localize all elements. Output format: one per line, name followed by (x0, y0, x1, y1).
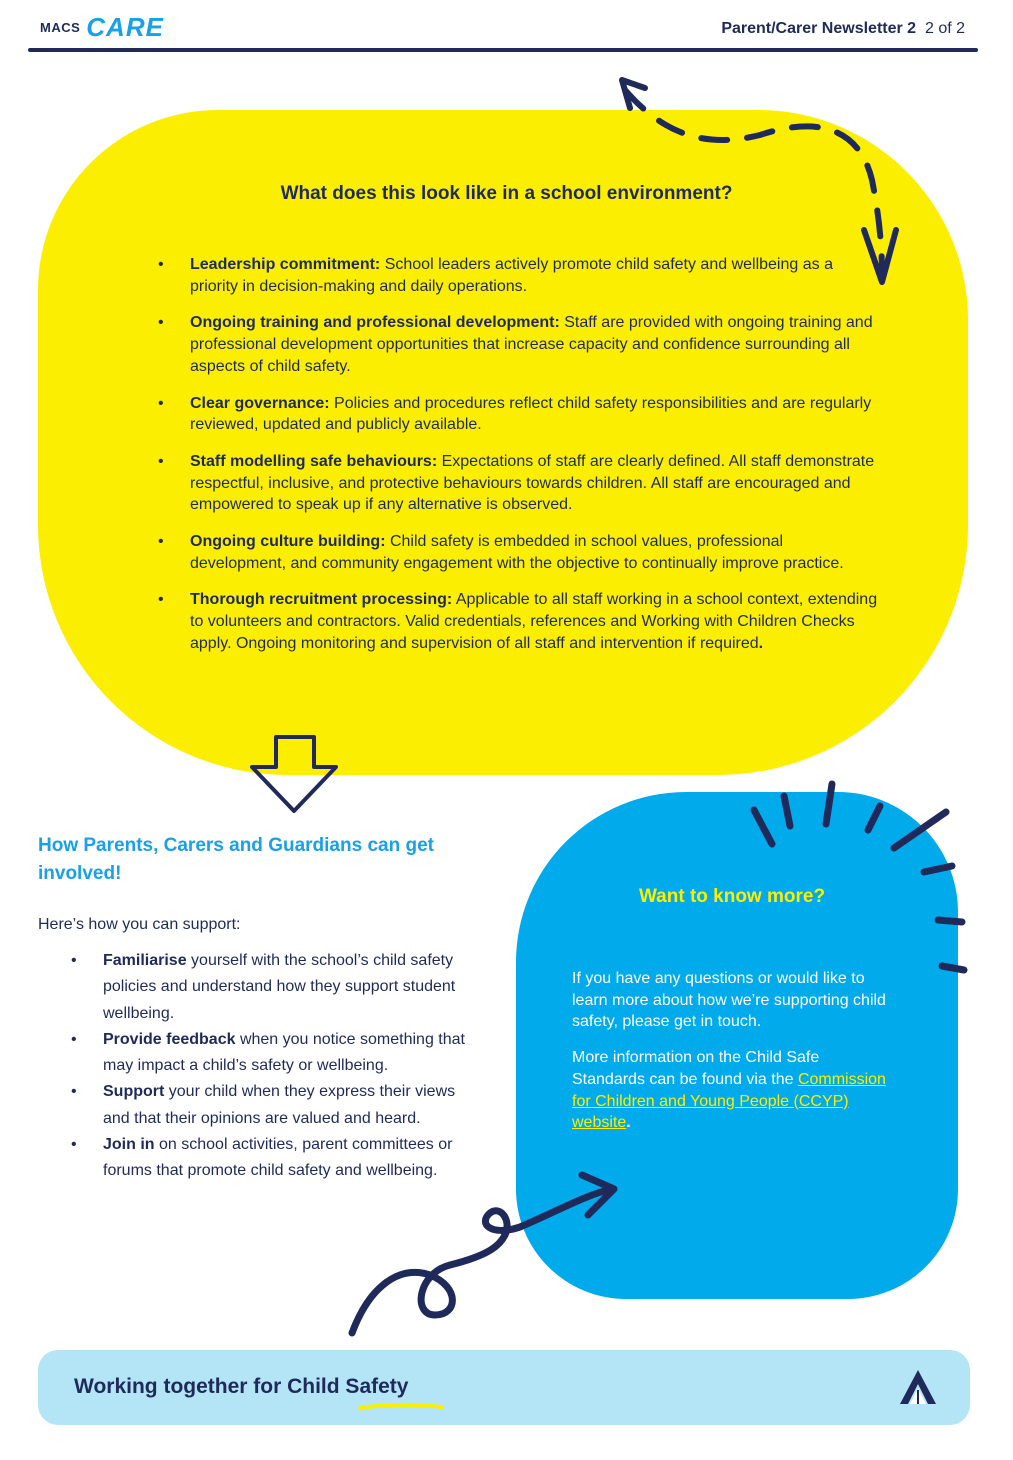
logo-macs-text: MACS (40, 20, 81, 35)
item-term: Ongoing culture building: (190, 533, 386, 551)
item-text: Applicable to all staff working in a school context, extending to volunteers and contractors. Valid credentials, references and Working with Children Checks apply. Ongoing monitoring and supervision of all staff and intervention if required (190, 591, 878, 652)
newsletter-title: Parent/Carer Newsletter 2 (721, 20, 917, 37)
item-text: on school activities, parent committees or forums that promote child safety and wellbeing. (103, 1136, 453, 1180)
list-item (190, 312, 880, 377)
down-arrow-icon (248, 733, 340, 815)
item-text: School leaders actively promote child safety and wellbeing as a priority in decision-making and daily operations. (190, 256, 833, 295)
parents-section-title: How Parents, Carers and Guardians can get involved! (38, 835, 434, 884)
item-text: Policies and procedures reflect child safety responsibilities and are regularly reviewed, updated and publicly available. (190, 394, 872, 434)
item-text: Staff are provided with ongoing training and professional development opportunities that increase capacity and confidence surrounding all aspects of child safety. (190, 314, 873, 375)
list-item (190, 254, 880, 297)
macs-emblem-icon (896, 1368, 940, 1408)
paragraph-suffix: . (626, 1114, 631, 1132)
page-indicator: 2 of 2 (924, 20, 965, 37)
loopy-arrow-icon (340, 1165, 630, 1345)
sparkle-lines-icon (740, 770, 980, 990)
item-text: Child safety is embedded in school values, professional development, and community engagement with the objective to continually improve practice. (190, 533, 844, 572)
school-practices-list (190, 254, 880, 670)
item-text: when you notice something that may impact a child’s safety or wellbeing. (103, 1030, 465, 1075)
paragraph-prefix: More information on the Child Safe Standards can be found via the (572, 1049, 820, 1088)
list-item (103, 1027, 483, 1080)
item-term: Familiarise (103, 952, 187, 969)
know-more-title: Want to know more? (638, 886, 826, 907)
ccyp-website-link[interactable]: Commission for Children and Young People (CCYP) website (572, 1070, 886, 1132)
item-term: Leadership commitment: (190, 256, 381, 273)
know-more-text (572, 968, 892, 1148)
list-item (103, 1079, 483, 1132)
item-tail: . (758, 634, 764, 652)
parents-section (38, 832, 488, 1185)
newsletter-heading (721, 20, 965, 38)
school-section-title: What does this look like in a school environment? (280, 183, 733, 204)
footer-tagline: Working together for Child Safety (74, 1375, 409, 1398)
list-item (190, 531, 880, 574)
item-text: Expectations of staff are clearly defined. All staff demonstrate respectful, inclusive, and protective behaviours towards children. All staff are encouraged and empowered to speak up if any alternative is observed. (190, 452, 875, 514)
item-term: Ongoing training and professional development: (190, 314, 560, 332)
list-item (190, 451, 880, 516)
logo-care-text: CARE (86, 12, 164, 42)
item-term: Join in (103, 1136, 155, 1154)
know-more-paragraph-2 (572, 1047, 892, 1134)
item-term: Provide feedback (103, 1030, 236, 1048)
item-text: yourself with the school’s child safety policies and understand how they support student wellbeing. (103, 952, 456, 1022)
parents-section-intro: Here’s how you can support: (38, 916, 241, 933)
page-header (0, 0, 1013, 56)
list-item (190, 589, 880, 654)
list-item (103, 948, 483, 1027)
tagline-underline-icon (356, 1402, 446, 1412)
item-term: Clear governance: (190, 394, 330, 412)
item-term: Thorough recruitment processing: (190, 591, 453, 609)
footer-banner (38, 1350, 970, 1425)
parents-support-list (103, 948, 483, 1185)
list-item (190, 393, 880, 436)
item-term: Staff modelling safe behaviours: (190, 452, 438, 470)
macs-care-logo (40, 12, 164, 43)
item-term: Support (103, 1083, 165, 1101)
item-text: your child when they express their views and that their opinions are valued and heard. (103, 1083, 456, 1127)
header-divider (28, 48, 978, 52)
know-more-paragraph-1: If you have any questions or would like to learn more about how we’re supporting child safety, please get in touch. (572, 970, 886, 1031)
